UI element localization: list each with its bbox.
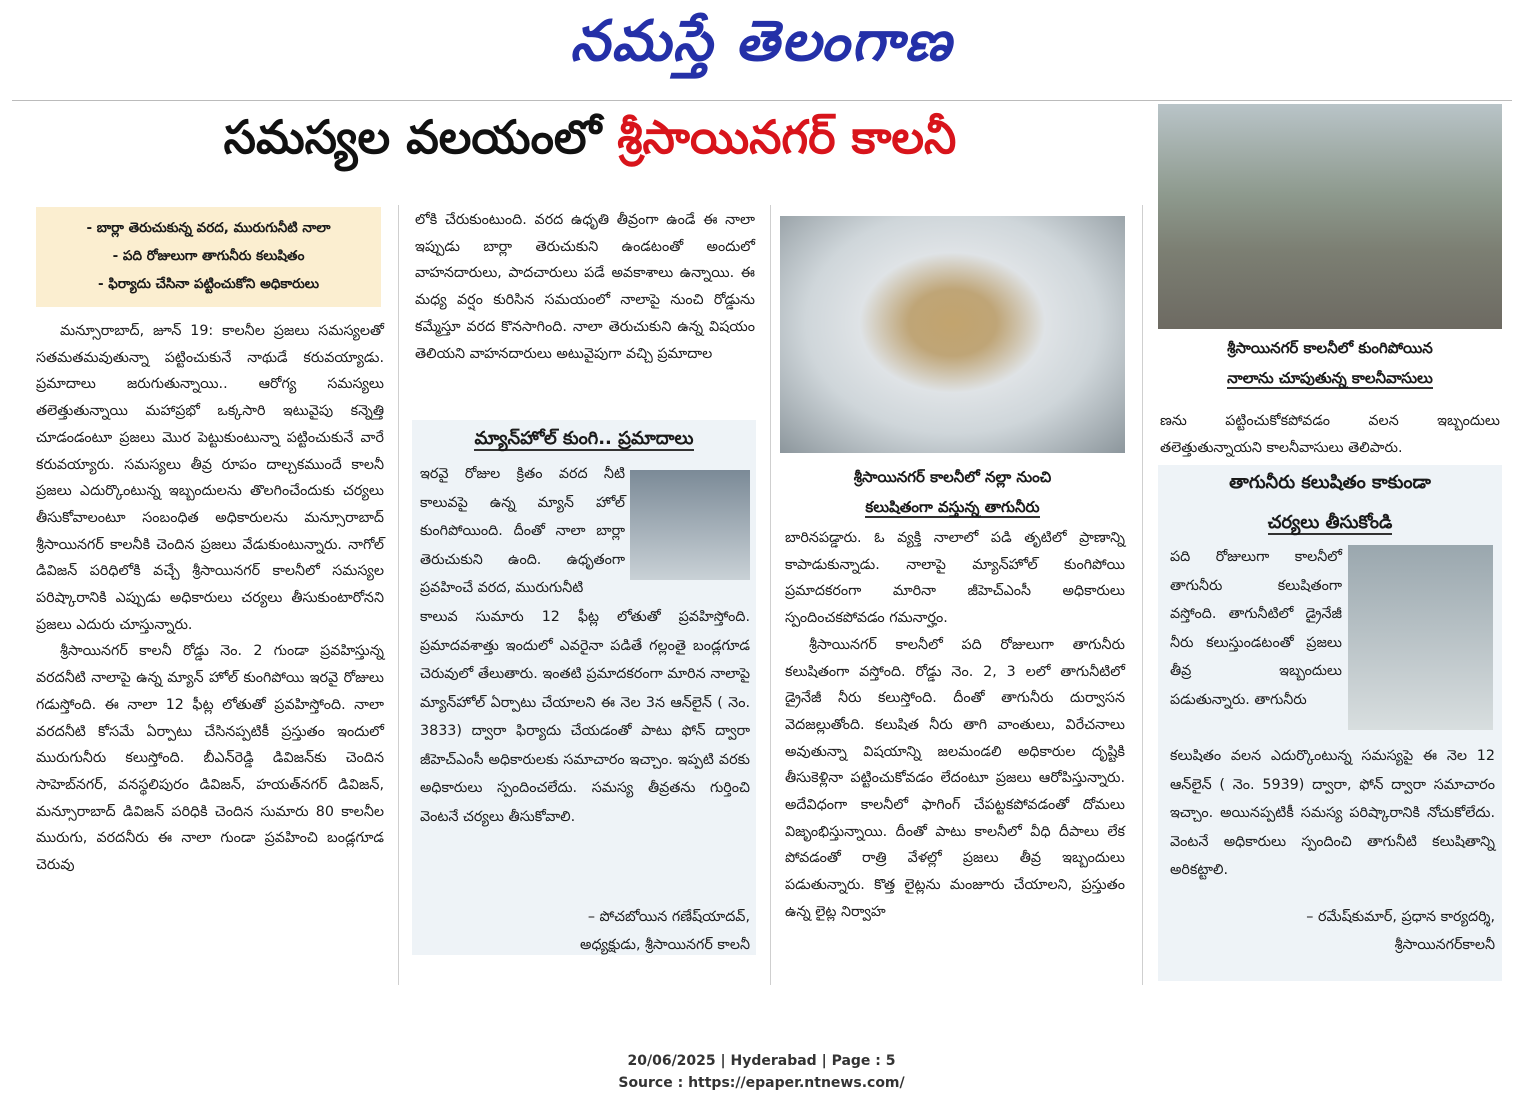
column-divider: [770, 205, 771, 985]
sidebar-sign-role: అధ్యక్షుడు, శ్రీసాయినగర్ కాలనీ: [580, 937, 750, 953]
sidebar-paragraph-1: ఇరవై రోజుల క్రితం వరద నీటి కాలువపై ఉన్న మ్యాన్ హోల్ కుంగిపోయింది. దీంతో నాలా బార్లా తెరుచుకుని ఉంది. ఉధృతంగా ప్రవహించే వరద, మురుగునీటి: [420, 466, 625, 596]
bowl-caption-line2: కలుషితంగా వస్తున్న తాగునీరు: [865, 498, 1040, 516]
sidebar-sign-name: – పోచబోయిన గణేష్‌యాదవ్,: [587, 909, 750, 925]
column-4: [1160, 408, 1500, 461]
column-divider: [1142, 205, 1143, 985]
page-footer: [0, 1050, 1523, 1094]
col3-paragraph-1: బారినపడ్డారు. ఓ వ్యక్తి నాలాలో పడి తృటిలో ప్రాణాన్ని కాపాడుకున్నాడు. నాలాపై మ్యాన్‌హోల్ కుంగిపోయి ప్రమాదకరంగా మారినా జీహెచ్‌ఎంసీ అధికారులు స్పందించకపోవడం గమనార్హం.: [785, 530, 1125, 627]
col1-paragraph-2: శ్రీసాయినగర్ కాలనీ రోడ్డు నెం. 2 గుండా ప్రవహిస్తున్న వరదనీటి నాలాపై ఉన్న మ్యాన్ హోల్ కుంగిపోయి ఇరవై రోజులు గడుస్తోంది. ఈ నాలా 12 ఫీట్ల లోతుతో ప్రవహిస్తోంది. నాలా వరదనీటి కోసమే ఏర్పాటు చేసినప్పటికీ ప్రస్తుతం ఇందులో మురుగునీరు కలుస్తోంది. బీఎన్‌రెడ్డి డివిజన్‌కు చెందిన సాహెబ్‌నగర్, వనస్థలిపురం డివిజన్, హయత్‌నగర్ డివిజన్, మన్సూరాబాద్ డివిజన్ పరిధికి చెందిన సుమారు 80 కాలనీల మురుగు, వరదనీరు ఈ నాలా గుండా ప్రవహించి బండ్లగూడ చెరువు: [36, 643, 384, 874]
column-3: [785, 525, 1125, 926]
footer-date-page: 20/06/2025 | Hyderabad | Page : 5: [627, 1053, 896, 1069]
headline-part2: శ్రీసాయినగర్ కాలనీ: [617, 110, 957, 164]
box-right-sign-role: శ్రీసాయినగర్‌కాలనీ: [1394, 937, 1495, 953]
photo-colony-residents: [1158, 104, 1502, 329]
box-right-paragraph-2: కలుషితం వలన ఎదుర్కొంటున్న సమస్యపై ఈ నెల 12 ఆన్‌లైన్ ( నెం. 5939) ద్వారా, ఫోన్ ద్వారా సమాచారం ఇచ్చాం. అయినప్పటికీ సమస్య పరిష్కారానికి నోచుకోలేదు. వెంటనే అధికారులు స్పందించి తాగునీటి కలుషితాన్ని అరికట్టాలి.: [1170, 748, 1495, 878]
portrait-photo-ramesh: [1348, 545, 1493, 730]
box-right-paragraph-1: పది రోజులుగా కాలనీలో తాగునీరు కలుషితంగా వస్తోంది. తాగునీటిలో డ్రైనేజీ నీరు కలుస్తుండటంతో ప్రజలు తీవ్ర ఇబ్బందులు పడుతున్నారు. తాగునీరు: [1170, 549, 1342, 708]
photo-colony-caption: [1158, 333, 1502, 393]
column-1: [36, 318, 384, 879]
col4-paragraph-1: ణను పట్టించుకోకపోవడం వలన ఇబ్బందులు తలెత్తుతున్నాయని కాలనీవాసులు తెలిపారు.: [1160, 413, 1500, 456]
box-right-title-1: తాగునీరు కలుషితం కాకుండా: [1229, 472, 1431, 493]
box-right-title-2: చర్యలు తీసుకోండి: [1267, 512, 1393, 533]
bowl-caption-line1: శ్రీసాయినగర్ కాలనీలో నల్లా నుంచి: [853, 468, 1052, 486]
photo-bowl-caption: [780, 462, 1125, 522]
box-right-text-full: [1170, 742, 1495, 885]
sidebar-text-full: [420, 603, 750, 831]
headline-part1: సమస్యల వలయంలో: [223, 110, 618, 164]
col1-paragraph-1: మన్సూరాబాద్, జూన్ 19: కాలనీల ప్రజలు సమస్యలతో సతమతమవుతున్నా పట్టించుకునే నాథుడే కరువయ్యాడు. ప్రమాదాలు జరుగుతున్నాయి.. ఆరోగ్య సమస్యలు తలెత్తుతున్నాయి మహాప్రభో ఒక్కసారి ఇటువైపు కన్నెత్తి చూడండంటూ ప్రజలు మొర పెట్టుకుంటున్నా పట్టించుకునే వారే కరువయ్యారు. సమస్యలు తీవ్ర రూపం దాల్చకముందే కాలనీ ప్రజలు ఎదుర్కొంటున్న ఇబ్బందులను తొలగించేందుకు చర్యలు తీసుకోవాలంటూ సంబంధిత అధికారులను మన్సూరాబాద్ శ్రీసాయినగర్ కాలనీకి చెందిన ప్రజలు వేడుకుంటున్నారు. నాగోల్ డివిజన్ పరిధిలోకి వచ్చే శ్రీసాయినగర్ కాలనీలో సమస్యల పరిష్కారానికి ఎప్పుడు అధికారులు చర్యలు తీసుకుంటారోనని ప్రజలు ఎదురు చూస్తున్నారు.: [36, 323, 384, 633]
column-divider: [398, 205, 399, 985]
bullet-3: - ఫిర్యాదు చేసినా పట్టించుకోని అధికారులు: [97, 276, 320, 292]
highlight-bullets: [36, 207, 381, 307]
colony-caption-line1: శ్రీసాయినగర్ కాలనీలో కుంగిపోయిన: [1227, 339, 1433, 357]
photo-contaminated-water: [780, 216, 1125, 453]
portrait-photo-ganesh: [630, 470, 750, 580]
col3-paragraph-2: శ్రీసాయినగర్ కాలనీలో పది రోజులుగా తాగునీరు కలుషితంగా వస్తోంది. రోడ్డు నెం. 2, 3 లలో తాగునీటిలో డ్రైనేజీ నీరు కలుస్తోంది. దీంతో తాగునీరు దుర్వాసన వెదజల్లుతోంది. కలుషిత నీరు తాగి వాంతులు, విరేచనాలు అవుతున్నా విషయాన్ని జలమండలి అధికారుల దృష్టికి తీసుకెళ్లినా పట్టించుకోవడం లేదంటూ ప్రజలు ఆరోపిస్తున్నారు. అదేవిధంగా కాలనీలో ఫాగింగ్ చేపట్టకపోవడంతో దోమలు విజృంభిస్తున్నాయి. దీంతో పాటు కాలనీలో వీధి దీపాలు లేక పోవడంతో రాత్రి వేళల్లో ప్రజలు తీవ్ర ఇబ్బందులు పడుతున్నారు. కొత్త లైట్లను మంజూరు చేయాలని, ప్రస్తుతం ఉన్న లైట్ల నిర్వాహ: [785, 636, 1125, 920]
colony-caption-line2: నాలాను చూపుతున్న కాలనీవాసులు: [1227, 369, 1433, 387]
sidebar-text-narrow: [420, 460, 625, 603]
col2-paragraph-1: లోకి చేరుకుంటుంది. వరద ఉధృతి తీవ్రంగా ఉండే ఈ నాలా ఇప్పుడు బార్లా తెరుచుకుని ఉండటంతో అందులో వాహనదారులు, పాదచారులు పడే అవకాశాలు ఉన్నాయి. ఈ మధ్య వర్షం కురిసిన సమయంలో నాలాపై నుంచి రోడ్డును కమ్మేస్తూ వరద కొనసాగింది. నాలా తెరుచుకుని ఉన్న విషయం తెలియని వాహనదారులు అటువైపుగా వచ్చి ప్రమాదాల: [415, 212, 755, 362]
sidebar-signature: [420, 903, 750, 959]
footer-source: Source : https://epaper.ntnews.com/: [618, 1075, 905, 1091]
header-rule: [12, 100, 1512, 101]
bullet-1: - బార్లా తెరుచుకున్న వరద, మురుగునీటి నాలా: [86, 220, 331, 236]
box-right-signature: [1170, 903, 1495, 959]
masthead-logo: నమస్తే తెలంగాణ: [570, 8, 953, 74]
column-2: [415, 207, 755, 367]
article-headline: [40, 110, 1140, 176]
sidebar-title: మ్యాన్‌హోల్ కుంగి.. ప్రమాదాలు: [474, 428, 694, 449]
sidebar-paragraph-2: కాలువ సుమారు 12 ఫీట్ల లోతుతో ప్రవహిస్తోంది. ప్రమాదవశాత్తు ఇందులో ఎవరైనా పడితే గల్లంతై బండ్లగూడ చెరువులో తేలుతారు. ఇంతటి ప్రమాదకరంగా మారిన నాలాపై మ్యాన్‌హోల్ ఏర్పాటు చేయాలని ఈ నెల 3న ఆన్‌లైన్ ( నెం. 3833) ద్వారా ఫిర్యాదు చేయడంతో పాటు ఫోన్ ద్వారా జీహెచ్‌ఎంసీ అధికారులకు సమాచారం ఇచ్చాం. ఇప్పటి వరకు అధికారులు స్పందించలేదు. సమస్య తీవ్రతను గుర్తించి వెంటనే చర్యలు తీసుకోవాలి.: [420, 609, 750, 825]
box-right-sign-name: – రమేష్‌కుమార్, ప్రధాన కార్యదర్శి,: [1306, 909, 1495, 925]
box-right-text-narrow: [1170, 543, 1342, 714]
bullet-2: - పది రోజులుగా తాగునీరు కలుషితం: [112, 248, 305, 264]
